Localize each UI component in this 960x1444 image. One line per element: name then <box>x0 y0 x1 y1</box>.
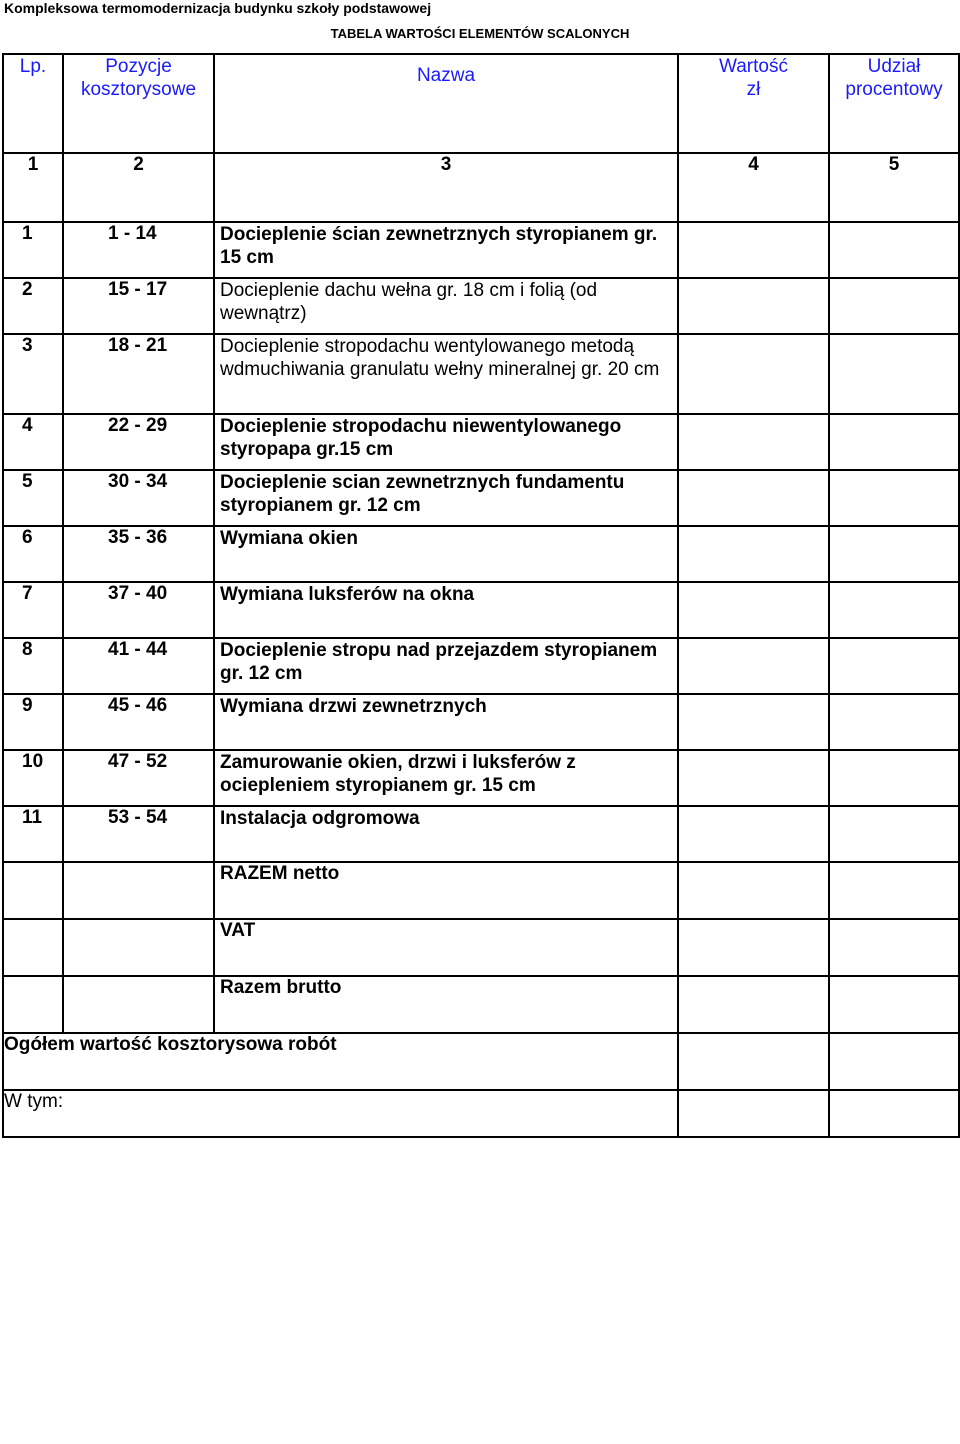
row-wartosc[interactable] <box>678 750 829 806</box>
vat-percent[interactable] <box>829 919 959 976</box>
table-row <box>3 414 959 470</box>
razem-brutto-percent[interactable] <box>829 976 959 1033</box>
razem-netto-label: RAZEM netto <box>214 862 678 919</box>
row-udzial[interactable] <box>829 638 959 694</box>
row-lp: 8 <box>3 638 63 694</box>
row-wartosc[interactable] <box>678 278 829 334</box>
header-wartosc-line2: zł <box>746 79 761 100</box>
header-nazwa <box>214 54 678 153</box>
column-number: 2 <box>63 153 214 222</box>
row-pozycje: 1 - 14 <box>63 222 214 278</box>
row-lp: 2 <box>3 278 63 334</box>
row-wartosc[interactable] <box>678 414 829 470</box>
table-title <box>0 26 960 41</box>
row-udzial[interactable] <box>829 750 959 806</box>
summary-spacer <box>63 919 214 976</box>
table-title-text: TABELA WARTOŚCI ELEMENTÓW SCALONYCH <box>330 26 630 41</box>
vat-value[interactable] <box>678 919 829 976</box>
row-udzial[interactable] <box>829 414 959 470</box>
column-number-row <box>3 153 959 222</box>
table-row <box>3 526 959 582</box>
column-number: 1 <box>3 153 63 222</box>
row-nazwa: Wymiana okien <box>214 526 678 582</box>
row-wartosc[interactable] <box>678 694 829 750</box>
razem-netto-percent[interactable] <box>829 862 959 919</box>
summary-spacer <box>63 862 214 919</box>
table-row <box>3 750 959 806</box>
row-nazwa: Docieplenie stropodachu niewentylowanego styropapa gr.15 cm <box>214 414 678 470</box>
row-pozycje: 30 - 34 <box>63 470 214 526</box>
row-lp: 3 <box>3 334 63 414</box>
table-row <box>3 334 959 414</box>
table-row <box>3 470 959 526</box>
row-lp: 11 <box>3 806 63 862</box>
header-pozycje <box>63 54 214 153</box>
header-udzial-line1: Udział <box>867 56 921 77</box>
table-row <box>3 694 959 750</box>
document-title: Kompleksowa termomodernizacja budynku szkoły podstawowej <box>4 0 432 16</box>
ogolem-percent[interactable] <box>829 1033 959 1090</box>
summary-spacer <box>3 862 63 919</box>
row-wartosc[interactable] <box>678 470 829 526</box>
ogolem-row <box>3 1033 959 1090</box>
vat-label: VAT <box>214 919 678 976</box>
header-udzial <box>829 54 959 153</box>
row-udzial[interactable] <box>829 334 959 414</box>
w-tym-row <box>3 1090 959 1137</box>
row-udzial[interactable] <box>829 526 959 582</box>
header-row <box>3 54 959 153</box>
header-udzial-line2: procentowy <box>845 79 943 100</box>
row-nazwa: Docieplenie stropu nad przejazdem styropianem gr. 12 cm <box>214 638 678 694</box>
row-udzial[interactable] <box>829 222 959 278</box>
elements-value-table <box>2 53 960 1138</box>
row-nazwa: Instalacja odgromowa <box>214 806 678 862</box>
row-udzial[interactable] <box>829 582 959 638</box>
row-lp: 6 <box>3 526 63 582</box>
header-pozycje-line1: Pozycje <box>105 56 172 77</box>
row-nazwa: Docieplenie scian zewnetrznych fundamentu styropianem gr. 12 cm <box>214 470 678 526</box>
row-nazwa: Zamurowanie okien, drzwi i luksferów z ociepleniem styropianem gr. 15 cm <box>214 750 678 806</box>
header-wartosc-line1: Wartość <box>719 56 788 77</box>
table-row <box>3 806 959 862</box>
table-row <box>3 638 959 694</box>
row-lp: 4 <box>3 414 63 470</box>
ogolem-value[interactable] <box>678 1033 829 1090</box>
row-nazwa: Docieplenie dachu wełna gr. 18 cm i folią (od wewnątrz) <box>214 278 678 334</box>
column-number: 5 <box>829 153 959 222</box>
row-pozycje: 47 - 52 <box>63 750 214 806</box>
row-wartosc[interactable] <box>678 526 829 582</box>
w-tym-percent[interactable] <box>829 1090 959 1137</box>
row-wartosc[interactable] <box>678 222 829 278</box>
header-pozycje-line2: kosztorysowe <box>80 79 197 100</box>
row-nazwa: Wymiana luksferów na okna <box>214 582 678 638</box>
row-nazwa: Docieplenie stropodachu wentylowanego metodą wdmuchiwania granulatu wełny mineralnej gr. 20 cm <box>214 334 678 414</box>
row-udzial[interactable] <box>829 694 959 750</box>
row-lp: 9 <box>3 694 63 750</box>
vat-row <box>3 919 959 976</box>
row-wartosc[interactable] <box>678 582 829 638</box>
row-lp: 5 <box>3 470 63 526</box>
row-nazwa: Wymiana drzwi zewnetrznych <box>214 694 678 750</box>
razem-brutto-value[interactable] <box>678 976 829 1033</box>
table-row <box>3 582 959 638</box>
row-wartosc[interactable] <box>678 806 829 862</box>
table-row <box>3 278 959 334</box>
row-lp: 7 <box>3 582 63 638</box>
row-udzial[interactable] <box>829 806 959 862</box>
ogolem-label: Ogółem wartość kosztorysowa robót <box>3 1033 678 1090</box>
summary-spacer <box>3 919 63 976</box>
razem-brutto-row <box>3 976 959 1033</box>
razem-netto-row <box>3 862 959 919</box>
row-lp: 10 <box>3 750 63 806</box>
table-row <box>3 222 959 278</box>
row-lp: 1 <box>3 222 63 278</box>
razem-brutto-label: Razem brutto <box>214 976 678 1033</box>
header-lp-label: Lp. <box>19 56 47 77</box>
header-wartosc <box>678 54 829 153</box>
header-nazwa-label: Nazwa <box>416 65 476 86</box>
w-tym-label: W tym: <box>3 1090 678 1137</box>
header-lp <box>3 54 63 153</box>
row-pozycje: 45 - 46 <box>63 694 214 750</box>
row-udzial[interactable] <box>829 470 959 526</box>
row-wartosc[interactable] <box>678 638 829 694</box>
row-pozycje: 35 - 36 <box>63 526 214 582</box>
column-number: 4 <box>678 153 829 222</box>
summary-spacer <box>63 976 214 1033</box>
razem-netto-value[interactable] <box>678 862 829 919</box>
column-number: 3 <box>214 153 678 222</box>
w-tym-value[interactable] <box>678 1090 829 1137</box>
row-wartosc[interactable] <box>678 334 829 414</box>
row-udzial[interactable] <box>829 278 959 334</box>
row-pozycje: 41 - 44 <box>63 638 214 694</box>
row-pozycje: 18 - 21 <box>63 334 214 414</box>
row-pozycje: 22 - 29 <box>63 414 214 470</box>
summary-spacer <box>3 976 63 1033</box>
row-nazwa: Docieplenie ścian zewnetrznych styropianem gr. 15 cm <box>214 222 678 278</box>
row-pozycje: 37 - 40 <box>63 582 214 638</box>
row-pozycje: 53 - 54 <box>63 806 214 862</box>
row-pozycje: 15 - 17 <box>63 278 214 334</box>
